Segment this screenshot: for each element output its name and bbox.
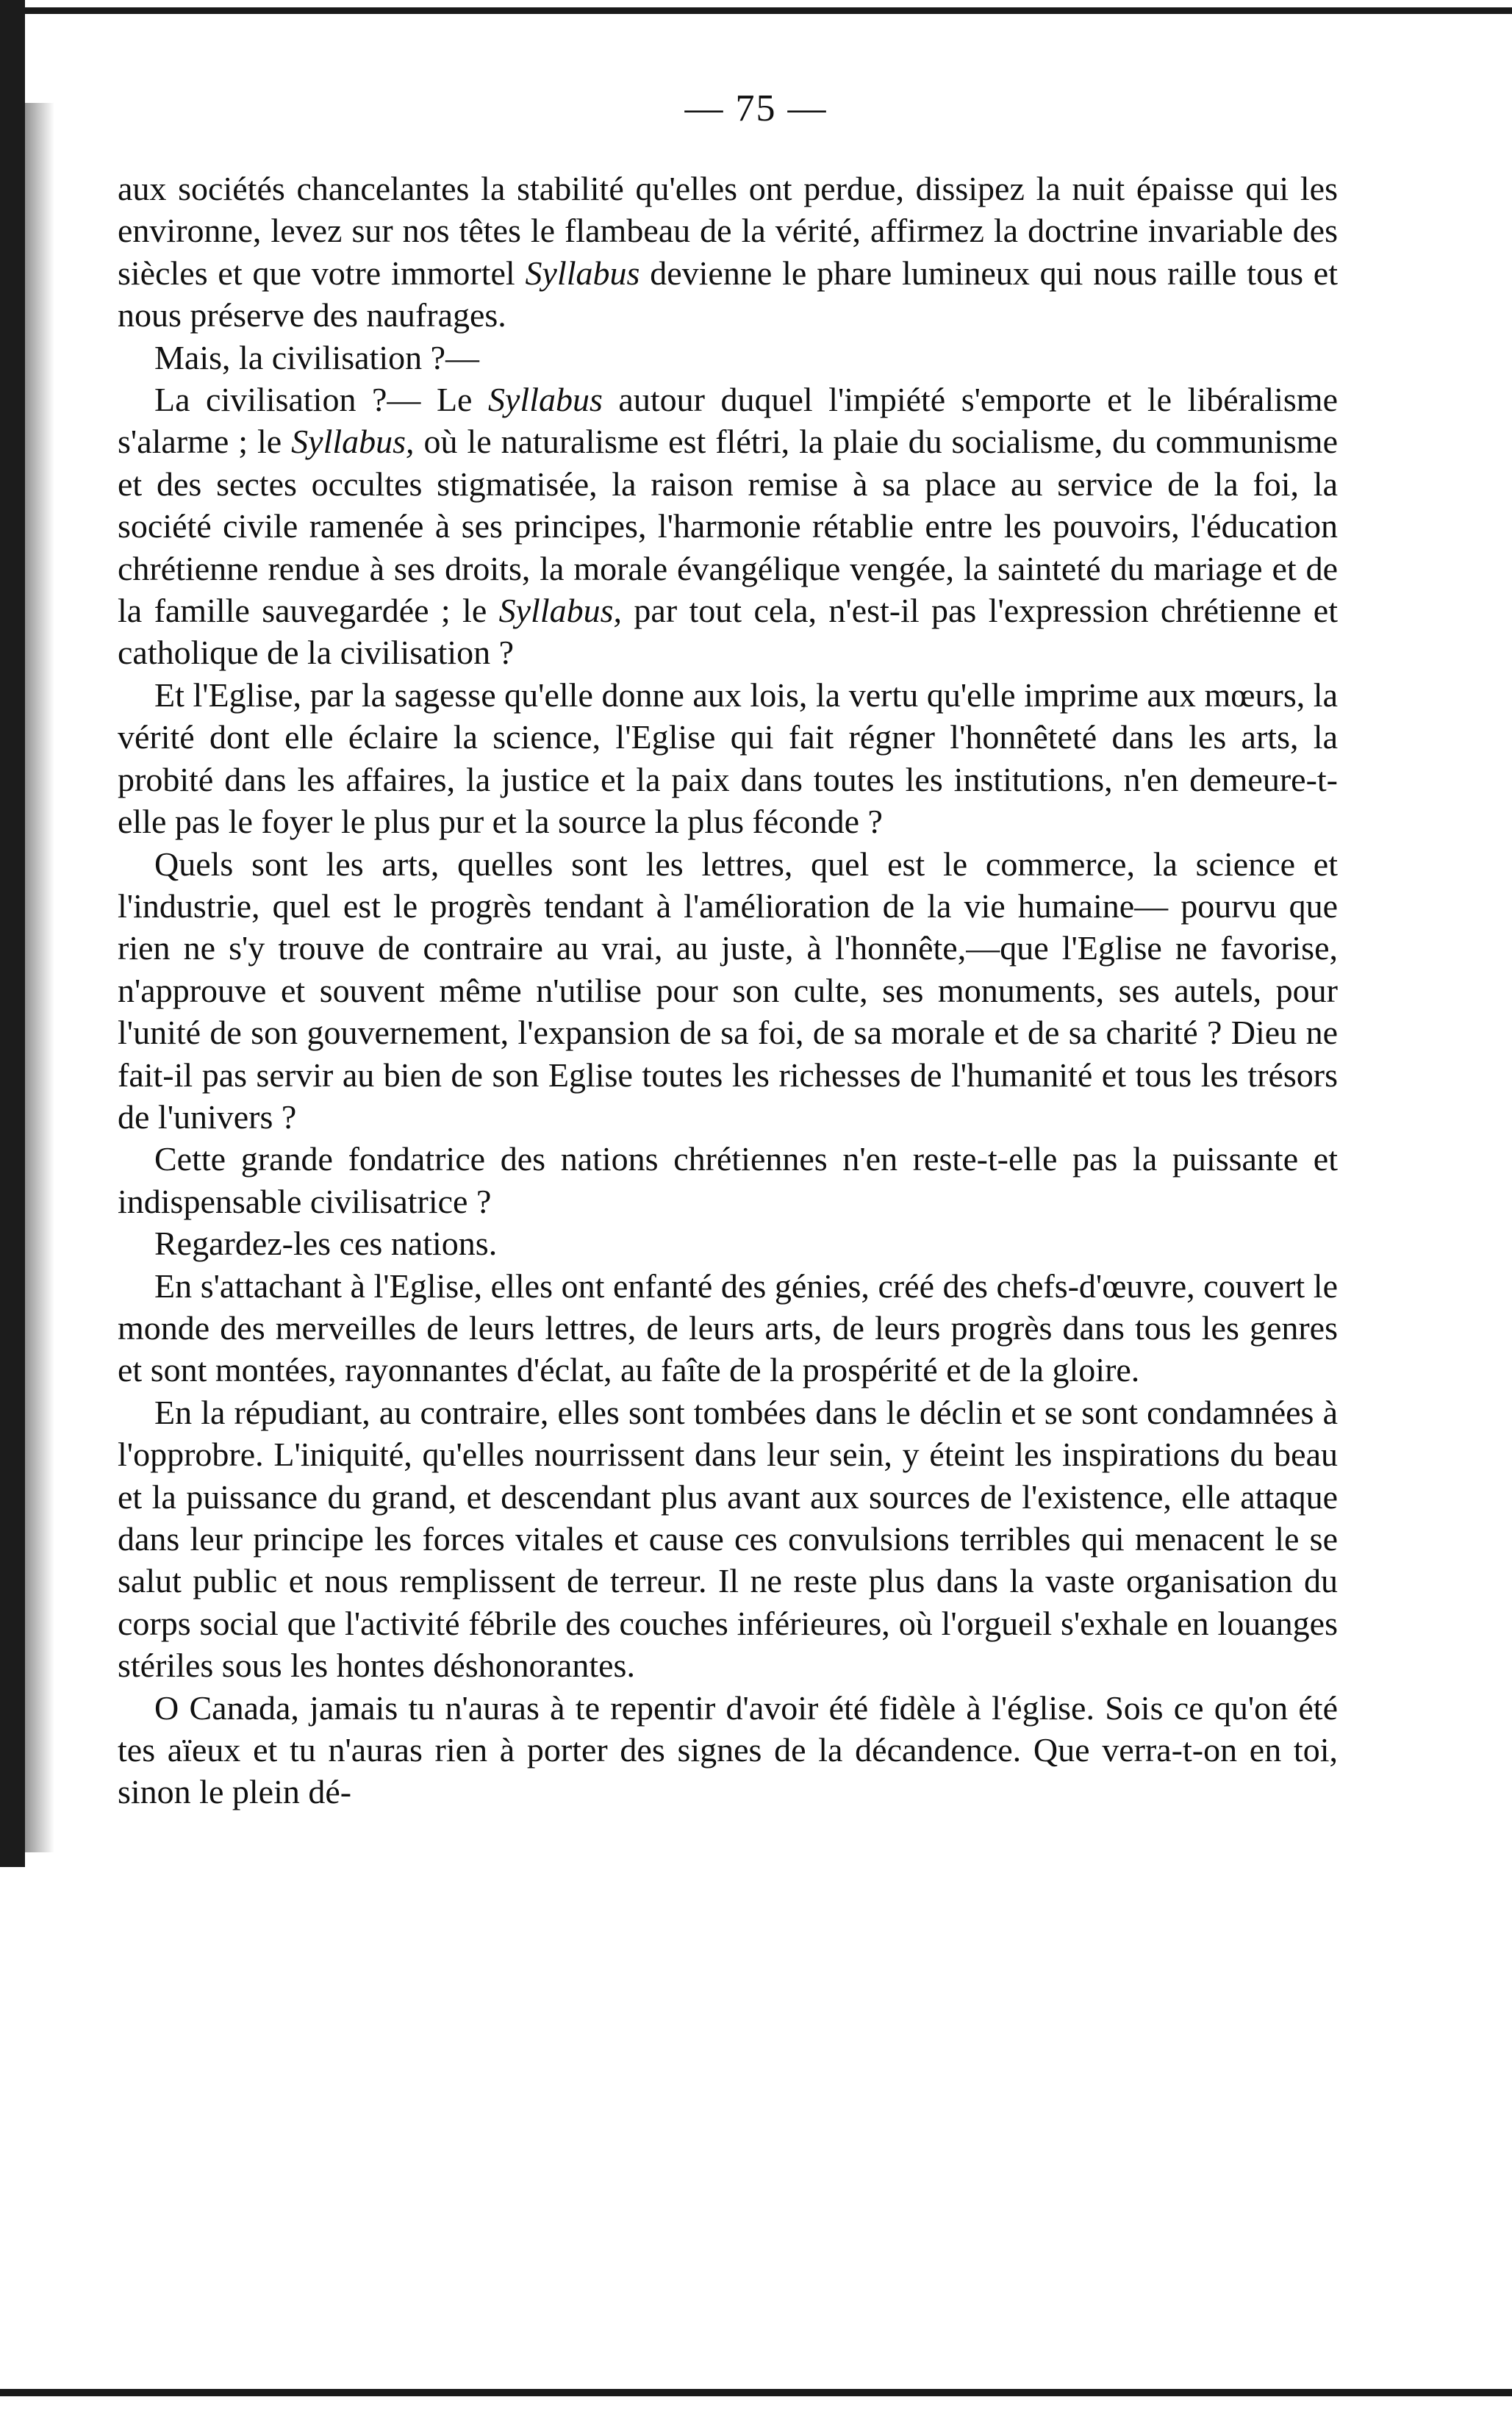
paragraph — [118, 1687, 1338, 1813]
paragraph — [118, 379, 1338, 674]
paragraph — [118, 843, 1338, 1139]
italic-run: Syllabus, — [291, 423, 415, 461]
text-run: Mais, la civilisation ?— — [154, 338, 480, 376]
text-run: Et l'Eglise, par la sagesse qu'elle donne aux lois, la vertu qu'elle imprime aux mœurs, la vérité dont elle éclaire la science, l'Eglise qui fait régner l'honnêteté dans les arts, la probité dans les affaires, la justice et la paix dans toutes les institutions, n'en demeure-t-elle pas le foyer le plus pur et la source la plus féconde ? — [118, 676, 1338, 841]
page-number: — 75 — — [684, 87, 828, 129]
paragraph — [118, 1222, 1338, 1264]
binding-edge-fade — [25, 103, 54, 1852]
italic-run: Syllabus, — [498, 592, 623, 630]
text-run: Cette grande fondatrice des nations chrétiennes n'en reste-t-elle pas la puissante et indispensable civilisatrice ? — [118, 1140, 1338, 1220]
paragraph — [118, 674, 1338, 843]
paragraph — [118, 1265, 1338, 1391]
text-run: aux sociétés chancelantes la stabilité qu'elles ont perdue, dissipez la nuit épaisse qui les environne, levez sur nos têtes le flambeau de la vérité, affirmez la doctrine invariable des siècles et que votre immortel — [118, 170, 1338, 292]
text-run: où le naturalisme est flétri, la plaie du socialisme, du communisme et des sectes occultes stigmatisée, la raison remise à sa place au service de la foi, la société civile ramenée à ses principes, l'harmonie rétablie entre les pouvoirs, l'éducation chrétienne rendue à ses droits, la morale évangélique vengée, la sainteté du mariage et de la famille sauvegardée ; le — [118, 423, 1339, 630]
text-run: par tout cela, n'est-il pas l'expression chrétienne et catholique de la civilisation ? — [118, 592, 1338, 672]
text-run: Quels sont les arts, quelles sont les lettres, quel est le commerce, la science et l'industrie, quel est le progrès tendant à l'amélioration de la vie humaine— pourvu que rien ne s'y trouve de contraire au vrai, au juste, à l'honnête,—que l'Eglise ne favorise, n'approuve et souvent même n'utilise pour son culte, ses monuments, ses autels, pour l'unité de son gouvernement, l'expansion de sa foi, de sa morale et de sa charité ? Dieu ne fait-il pas servir au bien de son Eglise toutes les richesses de l'humanité et tous les trésors de l'univers ? — [118, 845, 1338, 1136]
text-run: En s'attachant à l'Eglise, elles ont enfanté des génies, créé des chefs-d'œuvre, couvert le monde des merveilles de leurs lettres, de leurs arts, de leurs progrès dans tous les genres et sont montées, rayonnantes d'éclat, au faîte de la prospérité et de la gloire. — [118, 1266, 1338, 1389]
binding-edge-shadow — [0, 0, 25, 1867]
bottom-scan-rule — [0, 2389, 1512, 2396]
paragraph — [118, 337, 1338, 379]
text-run: autour duquel l'impiété s'emporte et le libéralisme s'alarme ; le — [118, 381, 1339, 461]
paragraph — [118, 1391, 1338, 1687]
top-scan-rule — [0, 7, 1512, 14]
text-run: Regardez-les ces nations. — [154, 1225, 498, 1263]
paragraph — [118, 1138, 1338, 1222]
italic-run: Syllabus — [525, 254, 640, 292]
text-run: En la répudiant, au contraire, elles sont tombées dans le déclin et se sont condamnées à l'opprobre. L'iniquité, qu'elles nourrissent dans leur sein, y éteint les inspirations du beau et la puissance du grand, et descendant plus avant aux sources de l'existence, elle attaque dans leur principe les forces vitales et cause ces convulsions terribles qui menacent le se salut public et nous remplissent de terreur. Il ne reste plus dans la vaste organisation du corps social que l'activité fébrile des couches inférieures, où l'orgueil s'exhale en louanges stériles sous les hontes déshonorantes. — [118, 1393, 1338, 1685]
paragraph — [118, 168, 1338, 337]
text-run: La civilisation ?— Le — [154, 381, 488, 419]
italic-run: Syllabus — [488, 381, 603, 419]
page-body-text — [118, 168, 1338, 1813]
text-run: O Canada, jamais tu n'auras à te repentir d'avoir été fidèle à l'église. Sois ce qu'on été tes aïeux et tu n'auras rien à porter des signes de la décandence. Que verra-t-on en toi, sinon le plein dé- — [118, 1688, 1338, 1811]
text-run: devienne le phare lumineux qui nous raille tous et nous préserve des naufrages. — [118, 254, 1338, 334]
